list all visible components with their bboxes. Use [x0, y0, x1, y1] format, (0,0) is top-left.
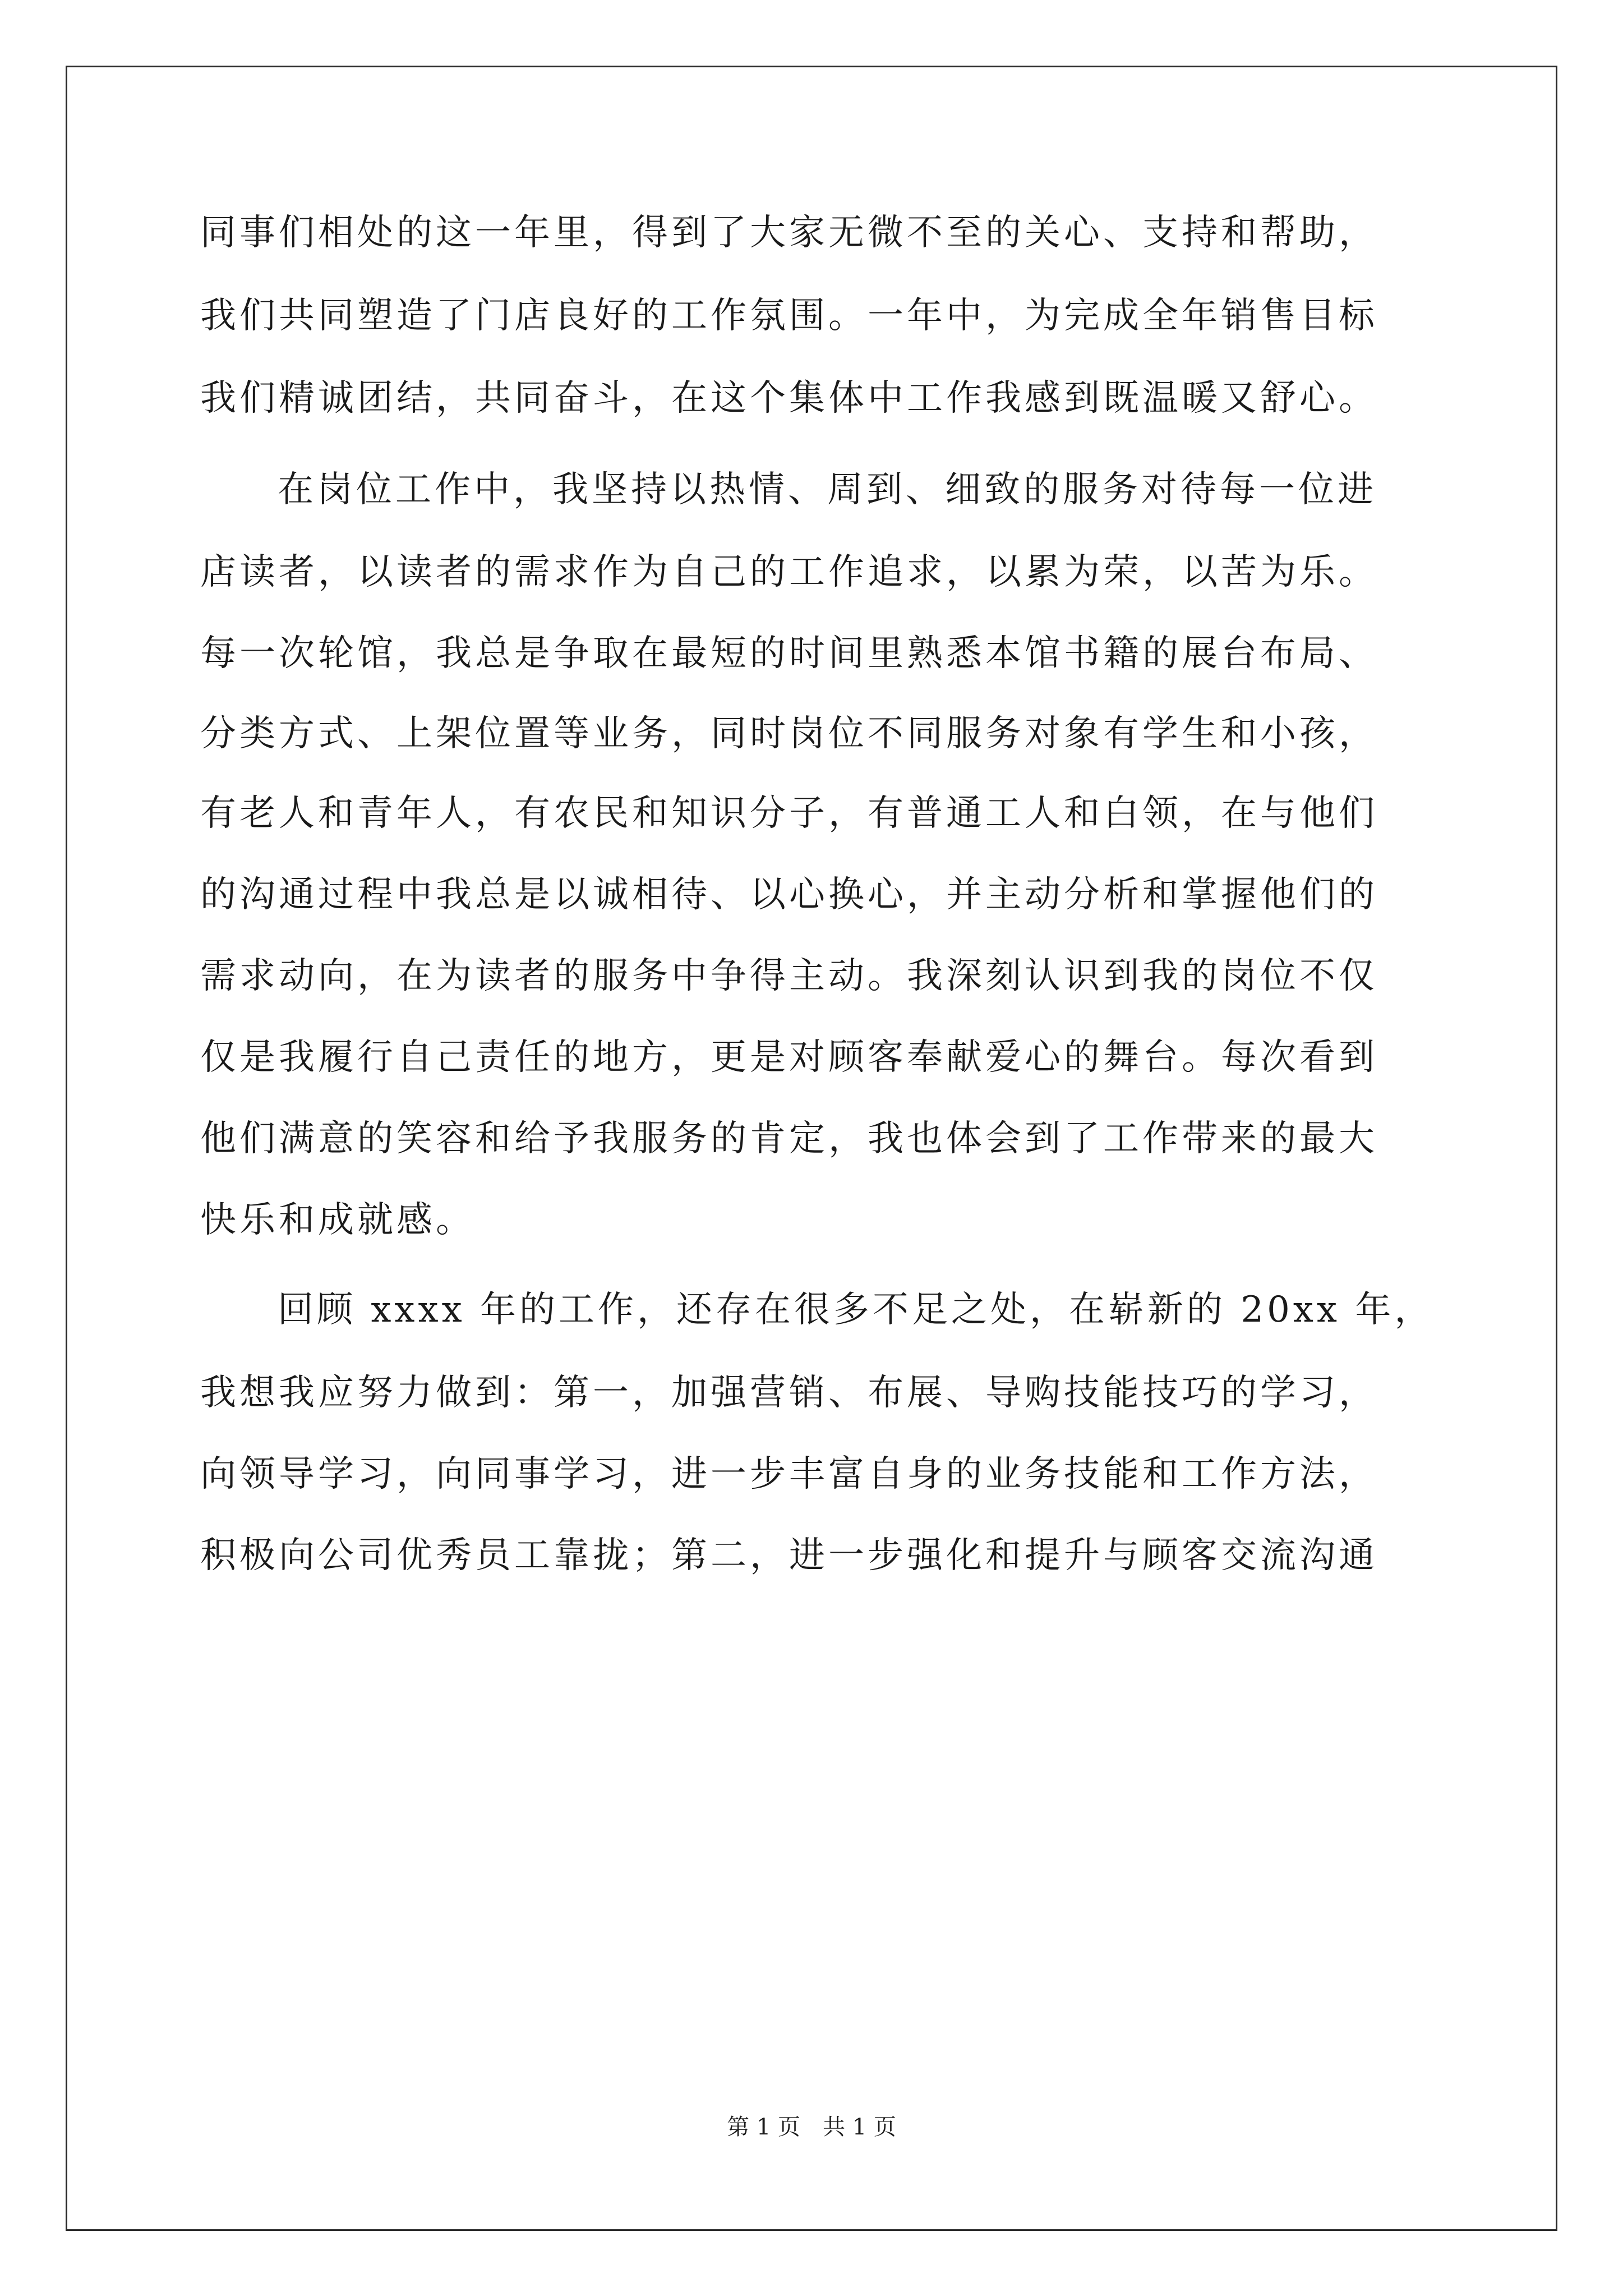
text-line: 店读者，以读者的需求作为自己的工作追求，以累为荣，以苦为乐。: [200, 551, 1378, 593]
text-line: 的沟通过程中我总是以诚相待、以心换心，并主动分析和掌握他们的: [200, 874, 1378, 915]
text-line: 需求动向，在为读者的服务中争得主动。我深刻认识到我的岗位不仅: [200, 955, 1378, 997]
text-line: 快乐和成就感。: [200, 1199, 475, 1241]
text-line: 仅是我履行自己责任的地方，更是对顾客奉献爱心的舞台。每次看到: [200, 1037, 1378, 1078]
text-line: 他们满意的笑容和给予我服务的肯定，我也体会到了工作带来的最大: [200, 1118, 1378, 1159]
text-line: 分类方式、上架位置等业务，同时岗位不同服务对象有学生和小孩，: [200, 713, 1378, 754]
paragraph-start-line: 回顾 xxxx 年的工作，还存在很多不足之处，在崭新的 20xx 年，: [278, 1289, 1434, 1331]
text-line: 我想我应努力做到：第一，加强营销、布展、导购技能技巧的学习，: [200, 1372, 1378, 1414]
text-line: 我们共同塑造了门店良好的工作氛围。一年中，为完成全年销售目标: [200, 295, 1378, 337]
text-line: 有老人和青年人，有农民和知识分子，有普通工人和白领，在与他们: [200, 793, 1378, 834]
paragraph-start-line: 在岗位工作中，我坚持以热情、周到、细致的服务对待每一位进: [278, 469, 1377, 510]
text-line: 每一次轮馆，我总是争取在最短的时间里熟悉本馆书籍的展台布局、: [200, 633, 1378, 674]
text-line: 同事们相处的这一年里，得到了大家无微不至的关心、支持和帮助，: [200, 212, 1378, 254]
text-line: 我们精诚团结，共同奋斗，在这个集体中工作我感到既温暖又舒心。: [200, 378, 1378, 419]
page-footer: 第 1 页 共 1 页: [727, 2114, 896, 2140]
text-line: 积极向公司优秀员工靠拢；第二，进一步强化和提升与顾客交流沟通: [200, 1535, 1378, 1576]
text-line: 向领导学习，向同事学习，进一步丰富自身的业务技能和工作方法，: [200, 1453, 1378, 1495]
